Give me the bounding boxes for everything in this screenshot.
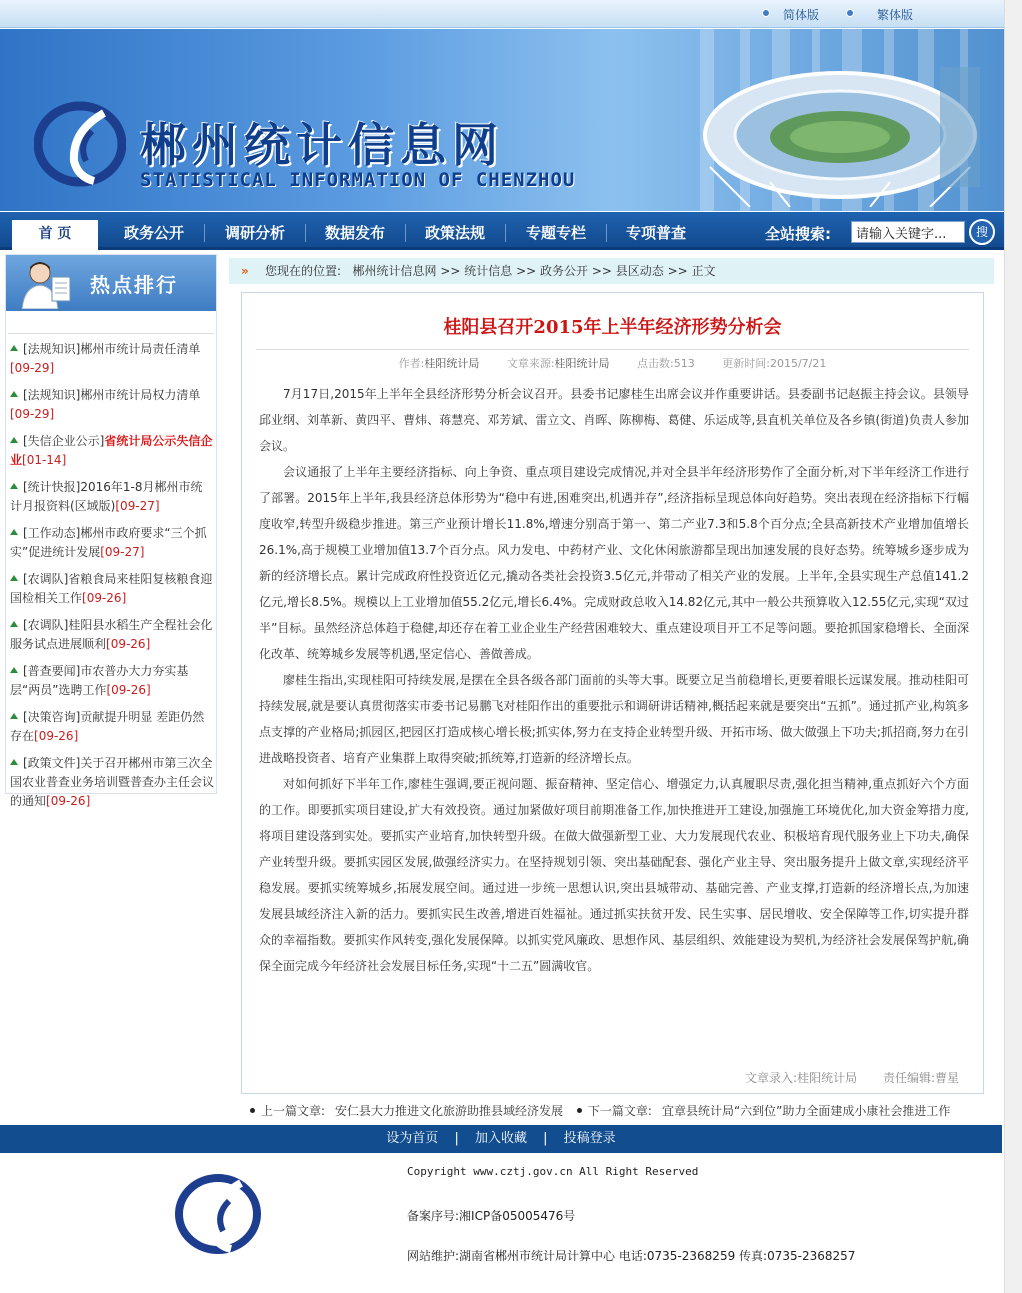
icp-record: 备案序号:湘ICP备05005476号 <box>407 1209 576 1223</box>
copyright: Copyright www.cztj.gov.cn All Right Reserved <box>407 1165 699 1178</box>
hot-ranking-list <box>8 333 214 819</box>
bullet-icon <box>846 9 854 17</box>
set-homepage-link[interactable]: 设为首页 <box>386 1131 439 1146</box>
hot-ranking-header <box>6 255 216 311</box>
triangle-bullet-icon <box>10 621 18 627</box>
hot-ranking-item[interactable]: [决策咨询]贡献提升明显 差距仍然存在[09-26] <box>10 710 205 743</box>
hot-ranking-date: [09-27] <box>115 499 160 513</box>
site-subtitle: STATISTICAL INFORMATION OF CHENZHOU <box>140 169 576 191</box>
article-paragraph: 廖桂生指出,实现桂阳可持续发展,是摆在全县各级各部门面前的头等大事。既要立足当前稳增长,更要着眼长远谋发展。推动桂阳可持续发展,就是要认真贯彻落实市委书记易鹏飞对桂阳作出的重要批示和调研讲话精神,概括起来就是要突出“五抓”。通过抓产业,构筑多点支撑的产业格局;抓园区,把园区打造成核心增长极;抓实体,努力在支持企业转型升级、开拓市场、做大做强上下功夫;抓招商,努力在引进战略投资者、培育产业集群上取得突破;抓统筹,打造新的经济增长点。 <box>259 673 969 765</box>
add-favorite-link[interactable]: 加入收藏 <box>474 1131 527 1146</box>
stadium-image <box>690 57 990 207</box>
hot-ranking-item[interactable]: [失信企业公示]省统计局公示失信企业[01-14] <box>10 434 213 467</box>
hot-ranking-date: [09-27] <box>100 545 145 559</box>
hot-ranking-item[interactable]: [法规知识]郴州市统计局权力清单[09-29] <box>10 388 201 421</box>
bullet-icon <box>762 9 770 17</box>
breadcrumb-home[interactable]: 郴州统计信息网 <box>352 264 437 278</box>
article-updated: 2015/7/21 <box>769 357 827 370</box>
article-author: 桂阳统计局 <box>424 357 480 370</box>
hot-ranking-item[interactable]: [统计快报]2016年1-8月郴州市统计月报资料(区域版)[09-27] <box>10 480 203 513</box>
hot-ranking-date: [09-29] <box>10 407 55 421</box>
article-editor: 曹星 <box>934 1071 959 1085</box>
hot-ranking-date: [09-26] <box>106 683 151 697</box>
hot-ranking-item[interactable]: [工作动态]郴州市政府要求“三个抓实”促进统计发展[09-27] <box>10 526 207 559</box>
breadcrumb-stats-info[interactable]: 统计信息 <box>464 264 513 278</box>
nav-data-release[interactable]: 数据发布 <box>325 224 386 242</box>
hot-ranking-date: [09-26] <box>46 794 91 808</box>
article-entry: 桂阳统计局 <box>797 1071 858 1085</box>
traditional-chinese-link[interactable]: 繁体版 <box>877 8 914 22</box>
hot-ranking-date: [09-26] <box>106 637 151 651</box>
search-input[interactable] <box>851 221 965 243</box>
main-nav <box>0 212 1022 250</box>
hot-ranking-date: [01-14] <box>22 453 67 467</box>
hot-ranking-item[interactable]: [法规知识]郴州市统计局责任清单[09-29] <box>10 342 201 375</box>
article-paragraph: 对如何抓好下半年工作,廖桂生强调,要正视问题、振奋精神、坚定信心、增强定力,认真履职尽责,强化担当精神,重点抓好六个方面的工作。即要抓实项目建设,扩大有效投资。通过加紧做好项目前期准备工作,加快推进开工建设,加强施工环境优化,加大资金筹措力度,将项目建设落到实处。要抓实产业培育,加快转型升级。在做大做强新型工业、大力发展现代农业、积极培育现代服务业上下功夫,确保产业转型升级。要抓实园区发展,做强经济实力。在坚持规划引领、突出基础配套、强化产业主导、突出服务提升上做文章,实现经济平稳发展。要抓实统筹城乡,拓展发展空间。通过进一步统一思想认识,突出县城带动、基础完善、产业支撑,打造新的经济增长点,为加速发展县域经济注入新的活力。要抓实民生改善,增进百姓福祉。通过抓实扶贫开发、民生实事、居民增收、安全保障等工作,切实提升群众的幸福指数。要抓实作风转变,强化发展保障。以抓实党风廉政、思想作风、基层组织、效能建设为契机,为经济社会发展保驾护航,确保全面完成今年经济社会发展目标任务,实现“十二五”圆满收官。 <box>259 777 969 973</box>
site-banner <box>0 29 1022 211</box>
footer-links: 设为首页 | 加入收藏 | 投稿登录 <box>0 1125 1002 1153</box>
hot-ranking-item[interactable]: [普查要闻]市农普办大力夯实基层“两员”选聘工作[09-26] <box>10 664 189 697</box>
triangle-bullet-icon <box>10 391 18 397</box>
triangle-bullet-icon <box>10 667 18 673</box>
next-label: 下一篇文章: <box>587 1104 652 1118</box>
article-footer: 文章录入:桂阳统计局 责任编辑:曹星 <box>745 1071 959 1085</box>
nav-home[interactable]: 首 页 <box>12 220 98 250</box>
submit-login-link[interactable]: 投稿登录 <box>563 1131 616 1146</box>
search-button[interactable]: 搜 <box>969 219 995 245</box>
maintainer-info: 网站维护:湖南省郴州市统计局计算中心 电话:0735-2368259 传真:0735-2368257 <box>407 1249 856 1263</box>
article-panel <box>241 292 984 1094</box>
triangle-bullet-icon <box>10 483 18 489</box>
triangle-bullet-icon <box>10 713 18 719</box>
triangle-bullet-icon <box>10 437 18 443</box>
triangle-bullet-icon <box>10 345 18 351</box>
article-paragraph: 7月17日,2015年上半年全县经济形势分析会议召开。县委书记廖桂生出席会议并作重要讲话。县委副书记赵振主持会议。县领导邱业纲、刘革新、黄四平、曹炜、蒋慧亮、邓芳斌、雷立文、肖晖、陈柳梅、葛健、乐运成等,县直机关单位及各乡镇(街道)负责人参加会议。 <box>259 387 969 453</box>
scrollbar[interactable] <box>1004 0 1022 1293</box>
nav-special-census[interactable]: 专项普查 <box>626 224 687 242</box>
hot-ranking-date: [09-26] <box>82 591 127 605</box>
article-meta: 作者:桂阳统计局 文章来源:桂阳统计局 点击数:513 更新时间:2015/7/21 <box>398 357 827 370</box>
breadcrumb-county-news[interactable]: 县区动态 <box>615 264 664 278</box>
hot-ranking-panel <box>5 254 217 808</box>
arrow-icon: » <box>241 264 249 278</box>
article-paragraph: 会议通报了上半年主要经济指标、向上争资、重点项目建设完成情况,并对全县半年经济形势作了全面分析,对下半年经济工作进行了部署。2015年上半年,我县经济总体形势为“稳中有进,困难突出,机遇并存”,经济指标呈现总体向好趋势。突出表现在经济指标下行幅度收窄,转型升级稳步推进。第三产业预计增长11.8%,增速分别高于第一、第二产业7.3和5.8个百分点;全县高新技术产业增加值增长26.1%,高于规模工业增加值13.7个百分点。风力发电、中药材产业、文化休闲旅游都呈现出加速发展的良好态势。统筹城乡逐步成为新的经济增长点。累计完成政府性投资近亿元,撬动各类社会投资3.5亿元,并带动了相关产业的发展。上半年,全县实现生产总值141.2亿元,增长8.5%。规模以上工业增加值55.2亿元,增长6.4%。完成财政总收入14.82亿元,其中一般公共预算收入12.55亿元,实现“双过半”目标。虽然经济总体趋于稳健,却还存在着工业企业生产经营困难较大、重点建设项目开工不足等问题。要抢抓国家稳增长、全面深化改革、统筹城乡发展等机遇,坚定信心、善做善成。 <box>259 465 969 661</box>
prev-article-link[interactable]: 安仁县大力推进文化旅游助推县域经济发展 <box>335 1104 564 1118</box>
site-logo <box>34 101 126 187</box>
breadcrumb: » 您现在的位置: 郴州统计信息网 >> 统计信息 >> 政务公开 >> 县区动态 >> 正文 <box>229 258 994 284</box>
article-title: 桂阳县召开2015年上半年经济形势分析会 <box>443 317 782 338</box>
triangle-bullet-icon <box>10 575 18 581</box>
person-icon <box>18 259 74 309</box>
hot-ranking-title: 热点排行 <box>90 273 178 297</box>
triangle-bullet-icon <box>10 759 18 765</box>
top-bar <box>0 0 1022 28</box>
search-label: 全站搜索: <box>765 225 831 243</box>
breadcrumb-current: 正文 <box>691 264 716 278</box>
nav-research-analysis[interactable]: 调研分析 <box>225 224 286 242</box>
hot-ranking-item[interactable]: [政策文件]关于召开郴州市第三次全国农业普查业务培训暨普查办主任会议的通知[09-26] <box>10 756 215 808</box>
footer-logo <box>175 1173 261 1255</box>
article-body <box>259 381 969 979</box>
prev-label: 上一篇文章: <box>261 1104 326 1118</box>
article-source: 桂阳统计局 <box>554 357 610 370</box>
nav-government-affairs[interactable]: 政务公开 <box>124 224 185 242</box>
nav-special-columns[interactable]: 专题专栏 <box>526 224 587 242</box>
hot-ranking-date: [09-29] <box>10 361 55 375</box>
hot-ranking-date: [09-26] <box>34 729 79 743</box>
breadcrumb-gov-affairs[interactable]: 政务公开 <box>540 264 589 278</box>
site-title: 郴州统计信息网 <box>140 118 504 172</box>
triangle-bullet-icon <box>10 529 18 535</box>
next-article-link[interactable]: 宜章县统计局“六到位”助力全面建成小康社会推进工作 <box>661 1104 951 1118</box>
hot-ranking-item[interactable]: [农调队]省粮食局来桂阳复核粮食迎国检相关工作[09-26] <box>10 572 213 605</box>
prev-next-nav <box>246 1102 986 1119</box>
article-clicks: 513 <box>673 357 695 370</box>
simplified-chinese-link[interactable]: 简体版 <box>783 8 820 22</box>
footer <box>0 1155 1002 1281</box>
nav-policy-regulations[interactable]: 政策法规 <box>425 224 486 242</box>
hot-ranking-item[interactable]: [农调队]桂阳县水稻生产全程社会化服务试点进展顺利[09-26] <box>10 618 213 651</box>
breadcrumb-prefix: 您现在的位置: <box>265 264 342 278</box>
